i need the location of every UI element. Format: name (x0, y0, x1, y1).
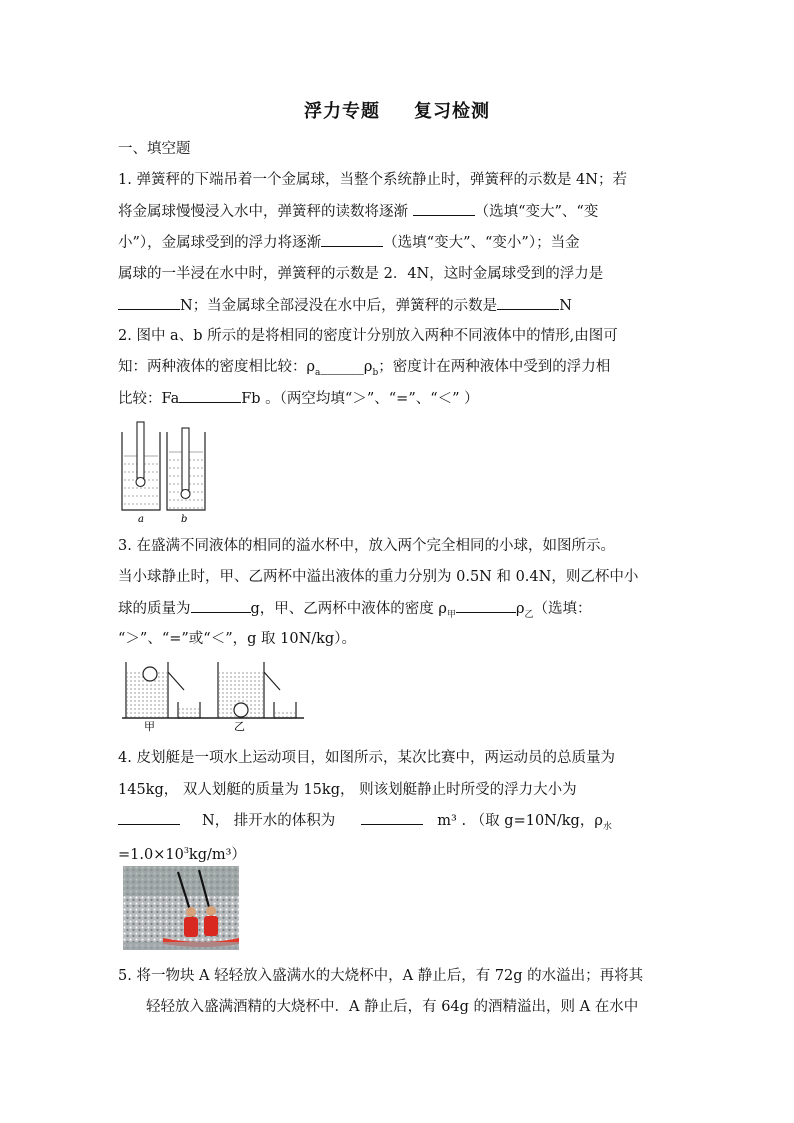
q1-line-5 (118, 295, 572, 316)
q2-sub: a (315, 368, 321, 378)
q1-blank-2[interactable] (321, 232, 383, 247)
q2-text: ρ (363, 359, 373, 375)
q1-line-3 (118, 232, 580, 253)
q1-line-4: 属球的一半浸在水中时，弹簧秤的示数是 2．4N，这时金属球受到的浮力是 (118, 266, 604, 282)
q4-line-3 (118, 810, 612, 833)
q1-text: （选填“变大”、“变小”）；当金 (383, 235, 580, 251)
q2-line-1: 2. 图中 a、b 所示的是将相同的密度计分别放入两种不同液体中的情形,由图可 (118, 328, 618, 344)
q3-line-4: “＞”、“=”或“＜”，g 取 10N/kg）。 (118, 631, 356, 647)
q1-text: 将金属球慢慢浸入水中，弹簧秤的读数将逐渐 (118, 204, 413, 220)
q2-line-3 (118, 388, 479, 409)
q3-sub: 甲 (446, 610, 456, 620)
title-right: 复习检测 (414, 101, 490, 122)
q1-blank-3[interactable] (118, 295, 180, 310)
q4-line-4 (118, 841, 246, 865)
q2-line-2 (118, 357, 610, 379)
q3-line-2: 当小球静止时，甲、乙两杯中溢出液体的重力分别为 0.5N 和 0.4N，则乙杯中小 (118, 569, 639, 585)
q3-blank-2[interactable] (456, 598, 516, 613)
q1-text: N (559, 298, 572, 314)
fig-label-b: b (181, 514, 188, 525)
section-heading: 一、填空题 (118, 141, 191, 157)
q3-text: 球的质量为 (118, 601, 191, 617)
fig-label-jia: 甲 (144, 720, 155, 732)
q2-sub: b (372, 368, 379, 378)
q2-text: 比较：Fa (118, 391, 180, 407)
q1-line-2 (118, 201, 598, 222)
q4-sup: 3 (183, 846, 189, 855)
q4-text: m³ . （取 g=10N/kg，ρ (437, 813, 603, 829)
q1-text: N；当金属球全部浸没在水中后，弹簧秤的示数是 (180, 298, 498, 314)
q3-sub: 乙 (524, 610, 534, 620)
overflow-cups-figure (118, 656, 306, 732)
q3-line-1: 3. 在盛满不同液体的相同的溢水杯中，放入两个完全相同的小球，如图所示。 (118, 538, 615, 554)
q4-text: N， 排开水的体积为 (202, 813, 336, 829)
q2-text: Fb 。（两空均填“＞”、“=”、“＜” ） (241, 391, 479, 407)
fig-label-a: a (138, 514, 144, 525)
q1-text: （选填“变大”、“变 (474, 204, 599, 220)
q3-line-3 (118, 598, 591, 621)
q2-blank-1[interactable]: ______ (320, 359, 364, 375)
q2-blank-2[interactable] (179, 388, 241, 403)
q1-line-1: 1. 弹簧秤的下端吊着一个金属球，当整个系统静止时，弹簧秤的示数是 4N；若 (118, 172, 627, 188)
q1-blank-1[interactable] (413, 201, 475, 216)
q4-line-2: 145kg， 双人划艇的质量为 15kg， 则该划艇静止时所受的浮力大小为 (118, 782, 577, 798)
title-left: 浮力专题 (304, 101, 380, 122)
kayak-photo (123, 866, 239, 950)
q5-line-1: 5. 将一物块 A 轻轻放入盛满水的大烧杯中，A 静止后，有 72g 的水溢出；再将其 (118, 968, 644, 984)
q3-text: g，甲、乙两杯中液体的密度 ρ (250, 601, 447, 617)
q3-text: （选填： (533, 601, 592, 617)
q3-text: ρ (515, 601, 525, 617)
q4-blank-1[interactable] (118, 810, 180, 825)
fig-label-yi: 乙 (234, 720, 245, 732)
q1-blank-4[interactable] (497, 295, 559, 310)
hydrometer-figure (118, 420, 210, 526)
q4-sub: 水 (602, 822, 612, 832)
q4-blank-2[interactable] (361, 810, 423, 825)
q1-text: 小”），金属球受到的浮力将逐渐 (118, 235, 322, 251)
q2-text: 知：两种液体的密度相比较：ρ (118, 359, 316, 375)
q4-text: kg/m³） (188, 846, 246, 863)
q2-text: ；密度计在两种液体中受到的浮力相 (378, 359, 611, 375)
q5-line-2: 轻轻放入盛满酒精的大烧杯中．A 静止后，有 64g 的酒精溢出，则 A 在水中 (146, 999, 639, 1015)
q4-line-1: 4. 皮划艇是一项水上运动项目，如图所示，某次比赛中，两运动员的总质量为 (118, 750, 615, 766)
q3-blank-1[interactable] (191, 598, 251, 613)
q4-text: =1.0×10 (118, 846, 184, 863)
page-title (0, 97, 794, 123)
